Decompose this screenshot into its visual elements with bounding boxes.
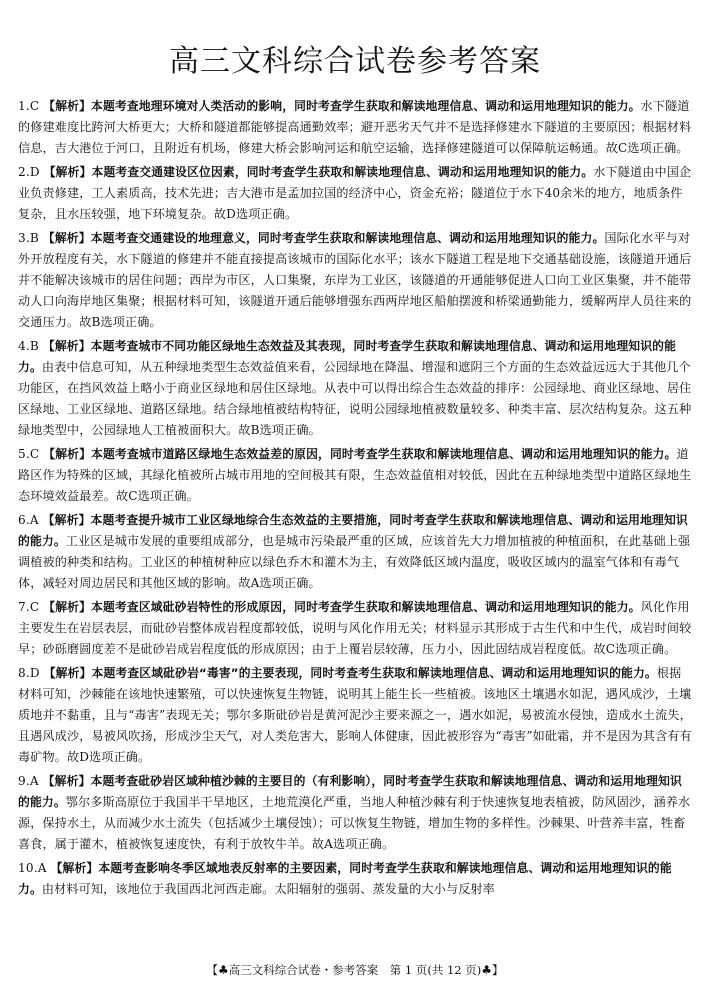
- item-number: 3.: [18, 231, 30, 245]
- item-body: 国际化水平与对外开放程度有关，水下隧道的修建并不能直接提高该城市的国际化水平；该水下隧道工程是地下交通基础设施，该隧道开通后并不能解决该城市的居住问题；西岸为市区，人口集聚，东岸为工业区，该隧道的开通能够促进人口向工业区集聚，并不能带动人口向海岸地区集聚；根据材料可知，该隧道开通后能够增强东西两岸地区船舶摆渡和桥梁通勤能力，缓解两岸人员往来的交通压力。故B选项正确。: [18, 231, 692, 329]
- item-number: 9.: [18, 774, 30, 788]
- item-answer: A: [29, 774, 39, 788]
- answer-item-9: [18, 771, 692, 855]
- item-number: 2.: [18, 165, 30, 179]
- item-number: 7.: [18, 600, 30, 614]
- item-body: 水下隧道的修建难度比跨河大桥更大；大桥和隧道都能够提高通勤效率；避开恶劣天气并不是选择修建水下隧道的主要原因；根据材料信息，吉大港位于河口，且附近有机场，修建大桥会影响河运和航空运输，选择修建隧道可以保障航运畅通。故C选项正确。: [18, 99, 692, 155]
- item-number: 10.: [18, 861, 38, 875]
- item-heading: 【解析】本题考查交通建设区位因素，同时考查学生获取和解读地理信息、调动和运用地理知识的能力。: [43, 165, 594, 179]
- item-body: 鄂尔多斯高原位于我国半干旱地区，土地荒漠化严重，当地人种植沙棘有利于快速恢复地表植被，防风固沙，涵养水源，保持水土，从而减少水土流失（包括减少土壤侵蚀）；可以恢复生物链，增加生物的多样性。沙棘果、叶营养丰富，牲畜喜食，属于灌木，植被恢复速度快，有利于放牧牛羊。故A选项正确。: [18, 795, 691, 851]
- item-number: 5.: [18, 447, 30, 461]
- item-answer: B: [29, 339, 39, 353]
- item-answer: C: [29, 99, 40, 113]
- item-heading: 【解析】本题考查地理环境对人类活动的影响，同时考查学生获取和解读地理信息、调动和运用地理知识的能力。: [43, 99, 641, 113]
- item-body: 根据材料可知，沙棘能在该地快速繁殖，可以快速恢复生物链，说明其上能生长一些植被。该地区土壤遇水如泥，遇风成沙，土壤质地并不黏重，且与“毒害”表现无关；鄂尔多斯砒砂岩是黄河泥沙主要来源之一，遇水如泥，易被流水侵蚀，造成水土流失，且遇风成沙，易被风吹扬，形成沙尘天气，对人类危害大，影响人体健康，因此被形容为“毒害”如砒霜，并不是因为其含有有毒矿物。故D选项正确。: [18, 666, 692, 764]
- item-body: 由材料可知，该地位于我国西北河西走廊。太阳辐射的强弱、蒸发量的大小与反射率: [41, 882, 495, 896]
- answer-item-4: [18, 336, 692, 441]
- item-heading: 【解析】本题考查区域砒砂岩特性的形成原因，同时考查学生获取和解读地理信息、调动和运用地理知识的能力。: [43, 600, 641, 614]
- answer-item-8: [18, 663, 692, 768]
- item-number: 6.: [18, 513, 30, 527]
- item-body: 工业区是城市发展的重要组成部分，也是城市污染最严重的区域，应该首先大力增加植被的种植面积，在此基础上强调植被的种类和结构。工业区的种植树种应以绿色乔木和灌木为主，有效降低区域内温度，吸收区域内的温室气体和有毒气体，减轻对周边居民和其他区域的影响。故A选项正确。: [18, 534, 691, 590]
- item-heading: 【解析】本题考查交通建设的地理意义，同时考查学生获取和解读地理信息、调动和运用地理知识的能力。: [42, 231, 605, 245]
- item-answer: D: [29, 666, 40, 680]
- item-body: 道路区作为特殊的区域，其绿化植被所占城市用地的空间极其有限，生态效益值相对较低，因此在五种绿地类型中道路区绿地生态环境效益最差。故C选项正确。: [18, 447, 692, 503]
- footer-text: 高三文科综合试卷・参考答案 第 1 页(共 12 页): [228, 963, 482, 977]
- item-answer: D: [29, 165, 40, 179]
- item-answer: A: [37, 861, 47, 875]
- answer-item-7: [18, 597, 692, 660]
- item-heading: 【解析】本题考查提升城市工业区绿地综合生态效益的主要措施，同时考查学生获取和解读地理信息、调动和运用地理知识的能力。: [18, 513, 688, 548]
- club-icon: ♣: [481, 963, 493, 977]
- item-heading: 【解析】本题考查城市不同功能区绿地生态效益及其表现，同时考查学生获取和解读地理信息、调动和运用地理知识的能力。: [18, 339, 677, 374]
- item-heading: 【解析】本题考查影响冬季区域地表反射率的主要因素，同时考查学生获取和解读地理信息、调动和运用地理知识的能力。: [18, 861, 672, 896]
- answer-item-10: [18, 858, 692, 900]
- answer-item-6: [18, 510, 692, 594]
- item-number: 4.: [18, 339, 30, 353]
- answer-list: [18, 96, 692, 903]
- page-title: 高三文科综合试卷参考答案: [169, 44, 541, 79]
- item-body: 水下隧道由中国企业负责修建，工人素质高，技术先进；吉大港市是孟加拉国的经济中心，资金充裕；隧道位于水下40余米的地方，地质条件复杂，且水压较强，地下环境复杂。故D选项正确。: [18, 165, 692, 221]
- item-answer: B: [29, 231, 39, 245]
- item-number: 8.: [18, 666, 30, 680]
- item-body: 风化作用主要发生在岩层表层，而砒砂岩整体成岩程度都较低，说明与风化作用无关；材料显示其形成于古生代和中生代，成岩时间较早；砂砾磨圆度差不是砒砂岩成岩程度低的形成原因；由于上覆岩层较薄，压力小，因此固结成岩程度低。故C选项正确。: [18, 600, 692, 656]
- item-number: 1.: [18, 99, 30, 113]
- answer-item-1: [18, 96, 692, 159]
- item-heading: 【解析】本题考查城市道路区绿地生态效益差的原因，同时考查学生获取和解读地理信息、调动和运用地理知识的能力。: [43, 447, 677, 461]
- item-answer: C: [29, 447, 40, 461]
- page-footer: 【♣高三文科综合试卷・参考答案 第 1 页(共 12 页)♣】: [206, 963, 504, 977]
- item-answer: A: [29, 513, 39, 527]
- club-icon: ♣: [217, 963, 229, 977]
- item-heading: 【解析】本题考查区域砒砂岩“毒害”的主要表现，同时考查考生获取和解读地理信息、调动和运用地理知识的能力。: [43, 666, 657, 680]
- item-heading: 【解析】本题考查砒砂岩区域种植沙棘的主要目的（有利影响），同时考查学生获取和解读地理信息、调动和运用地理知识的能力。: [18, 774, 682, 809]
- answer-item-3: [18, 228, 692, 333]
- answer-item-5: [18, 444, 692, 507]
- item-body: 由表中信息可知，从五种绿地类型生态效益值来看，公园绿地在降温、增湿和遮阴三个方面的生态效益远远大于其他几个功能区，在挡风效益上略小于商业区绿地和居住区绿地。从表中可以得出综合生态效益的排序：公园绿地、商业区绿地、居住区绿地、工业区绿地、道路区绿地。结合绿地植被结构特征，说明公园绿地植被数量较多、种类丰富、层次结构复杂。这五种绿地类型中，公园绿地人工植被面积大。故B选项正确。: [18, 360, 692, 437]
- item-answer: C: [29, 600, 40, 614]
- answer-item-2: [18, 162, 692, 225]
